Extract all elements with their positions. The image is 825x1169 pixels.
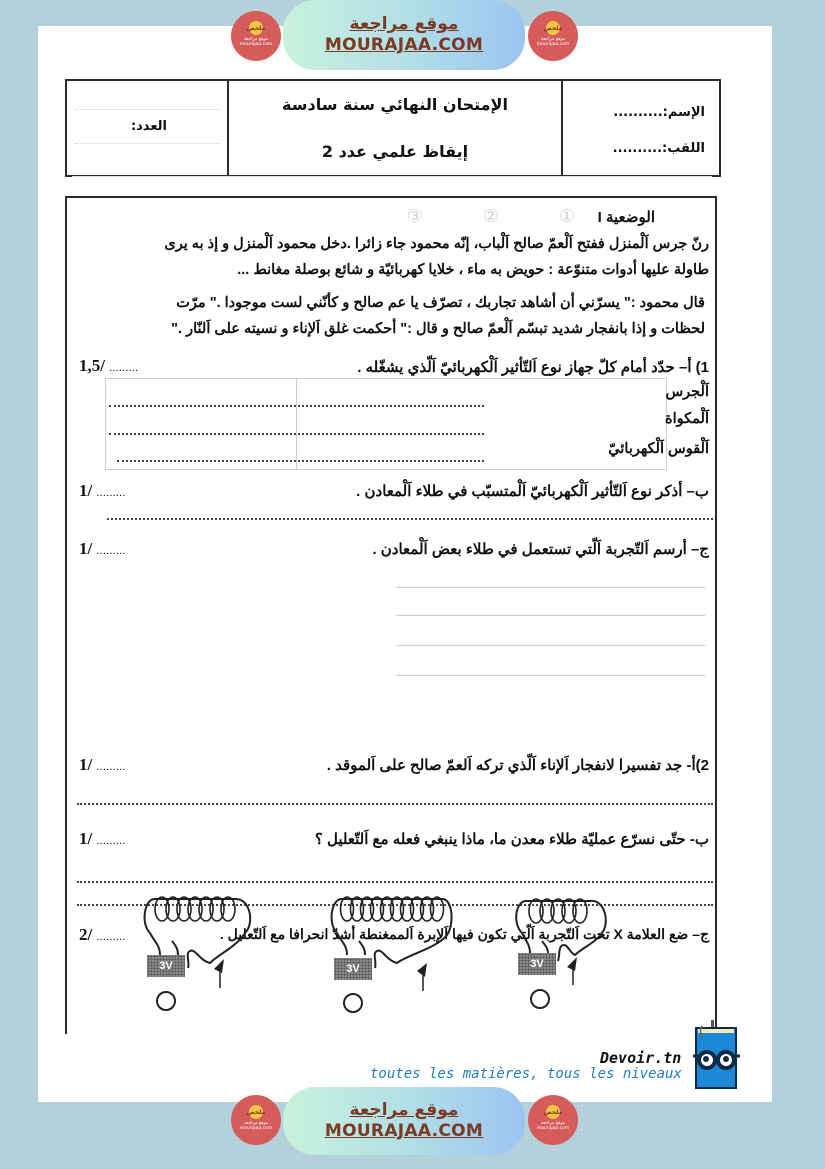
bleed-through: ـــــــــــــــــــــــــــــــــــــــــــــــــــــــــــــــــــــــــــــــــ: [396, 576, 705, 591]
faint-line: [75, 143, 219, 144]
answer-line-2a[interactable]: [77, 803, 713, 805]
mark-2b: 1/ .........: [79, 829, 126, 848]
battery-3v: 3V: [147, 955, 185, 977]
mark-1c: 1/ .........: [79, 539, 126, 558]
mourajaa-badge-left[interactable]: [231, 11, 281, 61]
paragraph-line-4: لحظات و إذا بانفجار شديد تبسّم اَلْعمّ صالح و قال :" أحكمت غلق اَلإناء و نسيته على اَلنّار .": [171, 321, 705, 337]
answer-line-1b[interactable]: [107, 518, 713, 520]
answer-line-iron[interactable]: [109, 433, 484, 435]
badge-caption: موقع مراجعة mourajaa.com: [536, 37, 570, 47]
name-field[interactable]: الإسم:..........: [613, 105, 705, 120]
device-bell: اَلْجرس: [665, 384, 709, 400]
answer-line-2b-1[interactable]: [77, 881, 713, 883]
section-title: الوضعية I: [597, 209, 655, 226]
badge-logo-icon: ملخص: [249, 1105, 263, 1119]
bleed-through: ـــــــــــــــــــــــــــــــــــــــــــــــــــــــــــــــــــــــــــــــــ: [396, 664, 705, 679]
experiment-1: [140, 893, 250, 1033]
banner-latin[interactable]: MOURAJAA.COM: [324, 35, 484, 55]
header-names-cell: [563, 81, 719, 175]
device-iron: اَلْمكواة: [665, 411, 709, 427]
faint-line: [75, 109, 219, 110]
book-glasses-logo-icon[interactable]: [693, 1020, 741, 1094]
experiment-2: [327, 893, 437, 1033]
question-1a: 1) أ– حدّد أمام كلّ جهاز نوع اَلتّأثير اَلْكهربائيّ اَلّذي يشغّله .: [357, 359, 709, 376]
question-1c: ج– أرسم اَلتّجربة اَلّتي تستعمل في طلاء بعض اَلْمعادن .: [372, 541, 709, 558]
bleed-through: ـــــــــــــــــــــــــــــــــــــــــــــــــــــــــــــــــــــــــــــــــ: [396, 604, 705, 619]
coil-circuit-icon: [140, 893, 270, 993]
battery-3v: 3V: [518, 953, 556, 975]
question-2b: ب- حتّى نسرّع عمليّة طلاء معدن ما، ماذا ينبغي فعله مع اَلتّعليل ؟: [314, 831, 709, 848]
paragraph-line-1: رنّ جرس اَلْمنزل ففتح اَلْعمّ صالح اَلْباب، إنّه محمود جاء زائرا .دخل محمود اَلْمنزل و إذ به يرى: [164, 236, 709, 252]
exam-header-table: [65, 79, 721, 177]
mourajaa-badge-right-bottom[interactable]: [528, 1095, 578, 1145]
devoir-brand[interactable]: Devoir.tn: [600, 1049, 682, 1067]
question-2c: ج– ضع العلامة X تحت اَلتّجربة اَلّتي تكون فيها اَلإبرة اَلممغنطة أشدّ انحرافا مع اَلتّعليل .: [219, 926, 709, 942]
number-label: العدد:: [130, 119, 167, 134]
banner-arabic: موقع مراجعة: [349, 14, 459, 34]
bleed-through: ـــــــــــــــــــــــــــــــــــــــــــــــــــــــــــــــــــــــــــــــــ: [396, 634, 705, 649]
mourajaa-banner-bottom[interactable]: [283, 1087, 525, 1155]
exam-title: الإمتحان النهائي سنة سادسة: [282, 95, 508, 114]
question-1b: ب– أذكر نوع اَلتّأثير اَلْكهربائيّ اَلْمتسبّب في طلاء اَلْمعادن .: [356, 483, 709, 500]
choice-circle-2[interactable]: [343, 993, 363, 1013]
mourajaa-banner-top[interactable]: [283, 0, 525, 70]
badge-caption: موقع مراجعة mourajaa.com: [239, 1121, 273, 1131]
surname-field[interactable]: اللقب:..........: [612, 141, 705, 156]
choice-circle-1[interactable]: [156, 991, 176, 1011]
mourajaa-badge-right[interactable]: [528, 11, 578, 61]
badge-caption: موقع مراجعة mourajaa.com: [239, 37, 273, 47]
question-2a: 2)أ- جد تفسيرا لانفجار اَلإناء اَلّذي تركه اَلعمّ صالح على اَلموقد .: [326, 757, 709, 774]
devoir-slogan: toutes les matières, tous les niveaux: [370, 1066, 682, 1082]
mourajaa-badge-left-bottom[interactable]: [231, 1095, 281, 1145]
banner-latin[interactable]: MOURAJAA.COM: [324, 1121, 484, 1141]
choice-circle-3[interactable]: [530, 989, 550, 1009]
answer-grid: [105, 378, 667, 470]
experiment-3: [510, 893, 620, 1033]
mark-2a: 1/ .........: [79, 755, 126, 774]
bleed-through: ① ② ③: [406, 206, 575, 226]
exam-subject: إيقاظ علمي عدد 2: [321, 142, 469, 161]
coil-circuit-icon: [510, 893, 630, 993]
device-electric-arc: اَلْقوس اَلْكهربائيّ: [608, 441, 709, 457]
badge-logo-icon: ملخص: [546, 1105, 560, 1119]
header-number-cell: [67, 81, 229, 175]
mark-1a: 1,5/ .........: [79, 356, 139, 375]
badge-logo-icon: ملخص: [249, 21, 263, 35]
mark-2c: 2/ .........: [79, 925, 126, 944]
header-title-cell: [229, 81, 563, 175]
badge-caption: موقع مراجعة mourajaa.com: [536, 1121, 570, 1131]
bleed-through: [72, 176, 712, 191]
badge-logo-icon: ملخص: [546, 21, 560, 35]
answer-line-arc[interactable]: [117, 460, 484, 462]
banner-arabic: موقع مراجعة: [349, 1100, 459, 1120]
paragraph-line-2: طاولة عليها أدوات متنوّعة : حويض به ماء ، خلايا كهربائيّة و شائع بوصلة مغانط ...: [237, 262, 709, 278]
paragraph-line-3: قال محمود :" يسرّني أن أشاهد تجاربك ، تصرّف يا عم صالح و كأنّني لست موجودا ." مرّت: [176, 295, 705, 311]
answer-line-bell[interactable]: [109, 405, 484, 407]
mark-1b: 1/ .........: [79, 481, 126, 500]
exam-sheet: [62, 72, 722, 1034]
battery-3v: 3V: [334, 958, 372, 980]
